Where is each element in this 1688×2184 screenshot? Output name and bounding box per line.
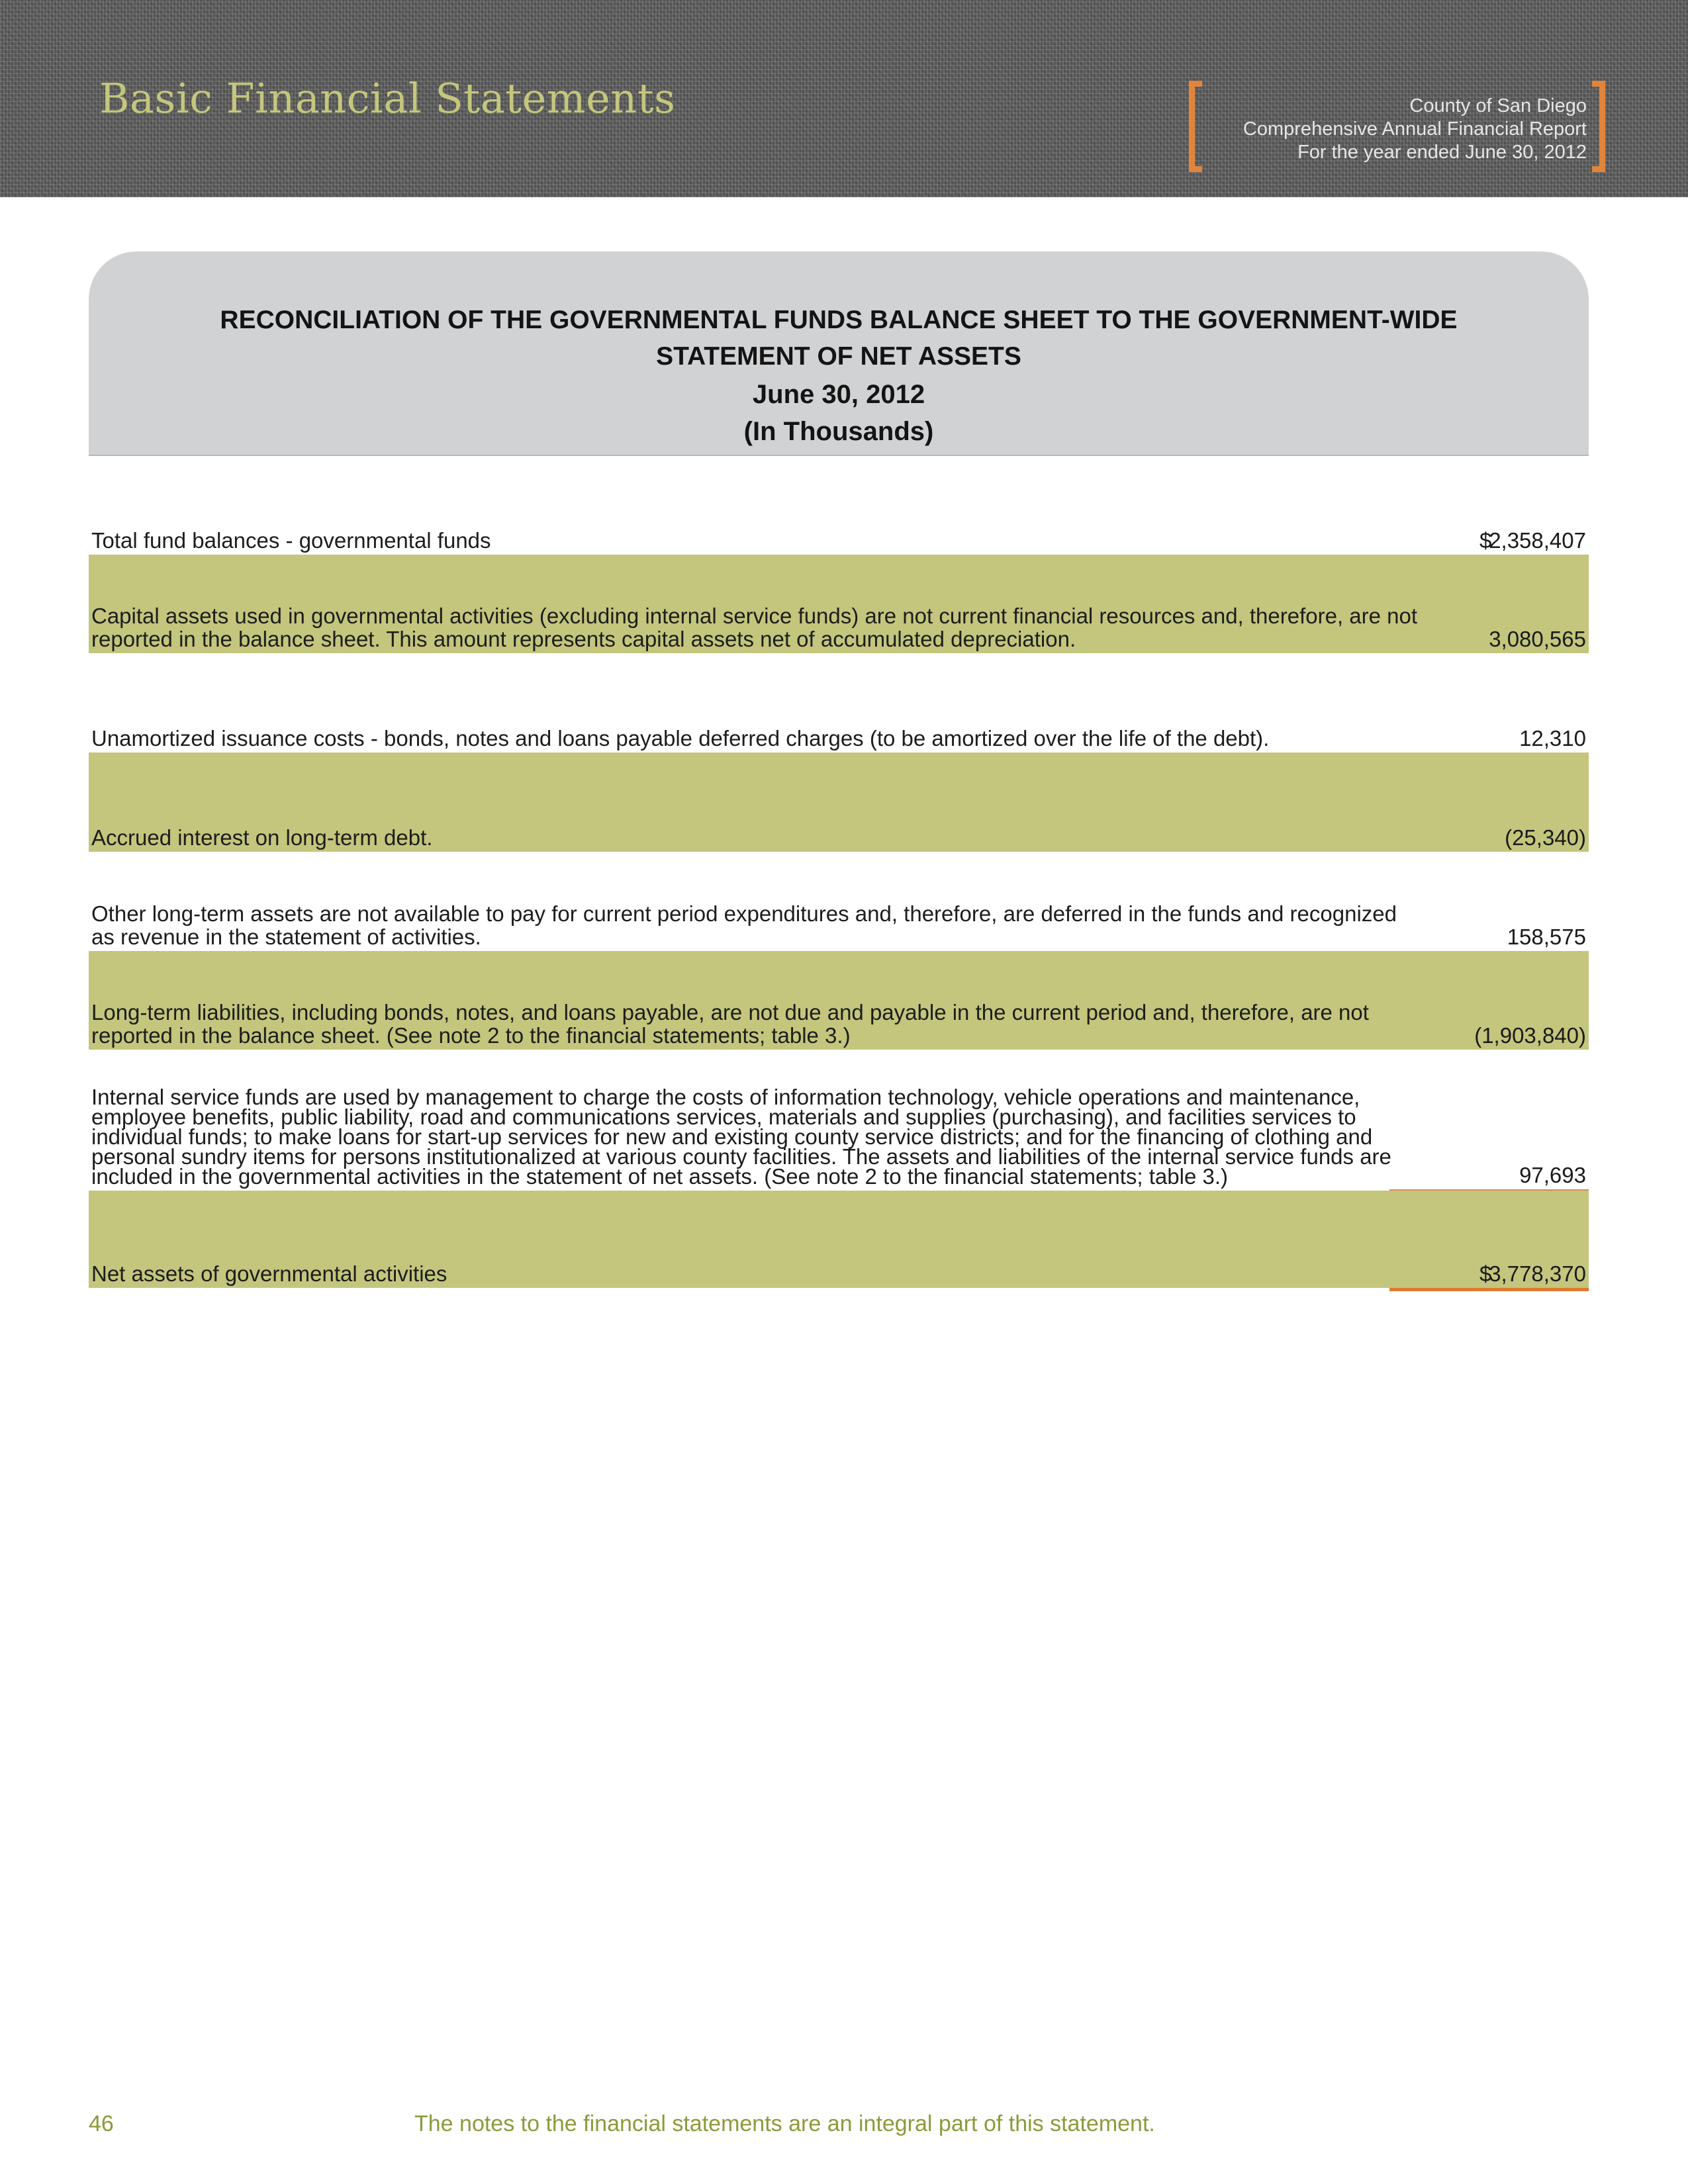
row-label: Net assets of governmental activities: [91, 1261, 447, 1286]
table-row-total: [89, 1191, 1589, 1288]
row-label: Accrued interest on long-term debt.: [91, 825, 433, 850]
table-row: [89, 1050, 1589, 1189]
row-amount: (25,340): [1505, 825, 1586, 850]
total-underline: [1389, 1288, 1589, 1291]
table-row: [89, 852, 1589, 951]
page-header: [0, 0, 1688, 197]
table-row: [89, 752, 1589, 852]
table-row: [89, 555, 1589, 653]
row-amount: 158,575: [1507, 925, 1586, 949]
report-name: Comprehensive Annual Financial Report: [1243, 118, 1587, 140]
section-title: Basic Financial Statements: [99, 74, 676, 122]
right-bracket-icon: [1592, 81, 1605, 172]
statement-title-line-1: RECONCILIATION OF THE GOVERNMENTAL FUNDS BALANCE SHEET TO THE GOVERNMENT-WIDE: [220, 306, 1458, 334]
statement-date: June 30, 2012: [752, 380, 925, 409]
row-amount: 12,310: [1519, 726, 1586, 751]
row-label: Total fund balances - governmental funds: [91, 528, 491, 553]
row-amount: 3,778,370: [1489, 1261, 1586, 1286]
footer-note: The notes to the financial statements are an integral part of this statement.: [414, 2111, 1155, 2136]
table-row: [89, 653, 1589, 752]
row-label: Unamortized issuance costs - bonds, notes and loans payable deferred charges (to be amortized over the life of the debt).: [91, 726, 1270, 751]
left-bracket-icon: [1189, 81, 1202, 172]
row-label: Capital assets used in governmental activities (excluding internal service funds) are not current financial resources and, therefore, are not reported in the balance sheet. This amount represents capital assets net of accumulated depreciation.: [91, 604, 1418, 651]
row-amount: 3,080,565: [1489, 627, 1586, 651]
statement-units: (In Thousands): [743, 417, 934, 446]
row-amount: (1,903,840): [1474, 1023, 1586, 1048]
table-row: [89, 951, 1589, 1050]
row-amount: 2,358,407: [1489, 528, 1586, 553]
row-label: Long-term liabilities, including bonds, notes, and loans payable, are not due and payable in the current period and, therefore, are not reported in the balance sheet. (See note 2 to the financial statements; table 3.): [91, 1000, 1369, 1048]
report-identification: [1243, 95, 1587, 164]
page-number: 46: [89, 2111, 114, 2136]
entity-name: County of San Diego: [1409, 95, 1587, 116]
row-label: Other long-term assets are not available to pay for current period expenditures and, therefore, are deferred in the funds and recognized as revenue in the statement of activities.: [91, 901, 1397, 949]
statement-title-line-2: STATEMENT OF NET ASSETS: [656, 342, 1021, 371]
report-period: For the year ended June 30, 2012: [1297, 142, 1587, 163]
row-amount: 97,693: [1519, 1163, 1586, 1187]
row-label: Internal service funds are used by management to charge the costs of information technology, vehicle operations and maintenance, employee benefits, public liability, road and communications services, materials and supplies (purchasing), and facilities services to individual funds; to make loans for start-up services for new and existing county service districts; and for the financing of clothing and personal sundry items for persons institutionalized at various county facilities. The assets and liabilities of the internal service funds are included in the governmental activities in the statement of net assets. (See note 2 to the financial statements; table 3.): [91, 1085, 1391, 1189]
table-row: [89, 456, 1589, 555]
row-dollar-sign: $: [1479, 1261, 1492, 1286]
row-dollar-sign: $: [1479, 528, 1492, 553]
